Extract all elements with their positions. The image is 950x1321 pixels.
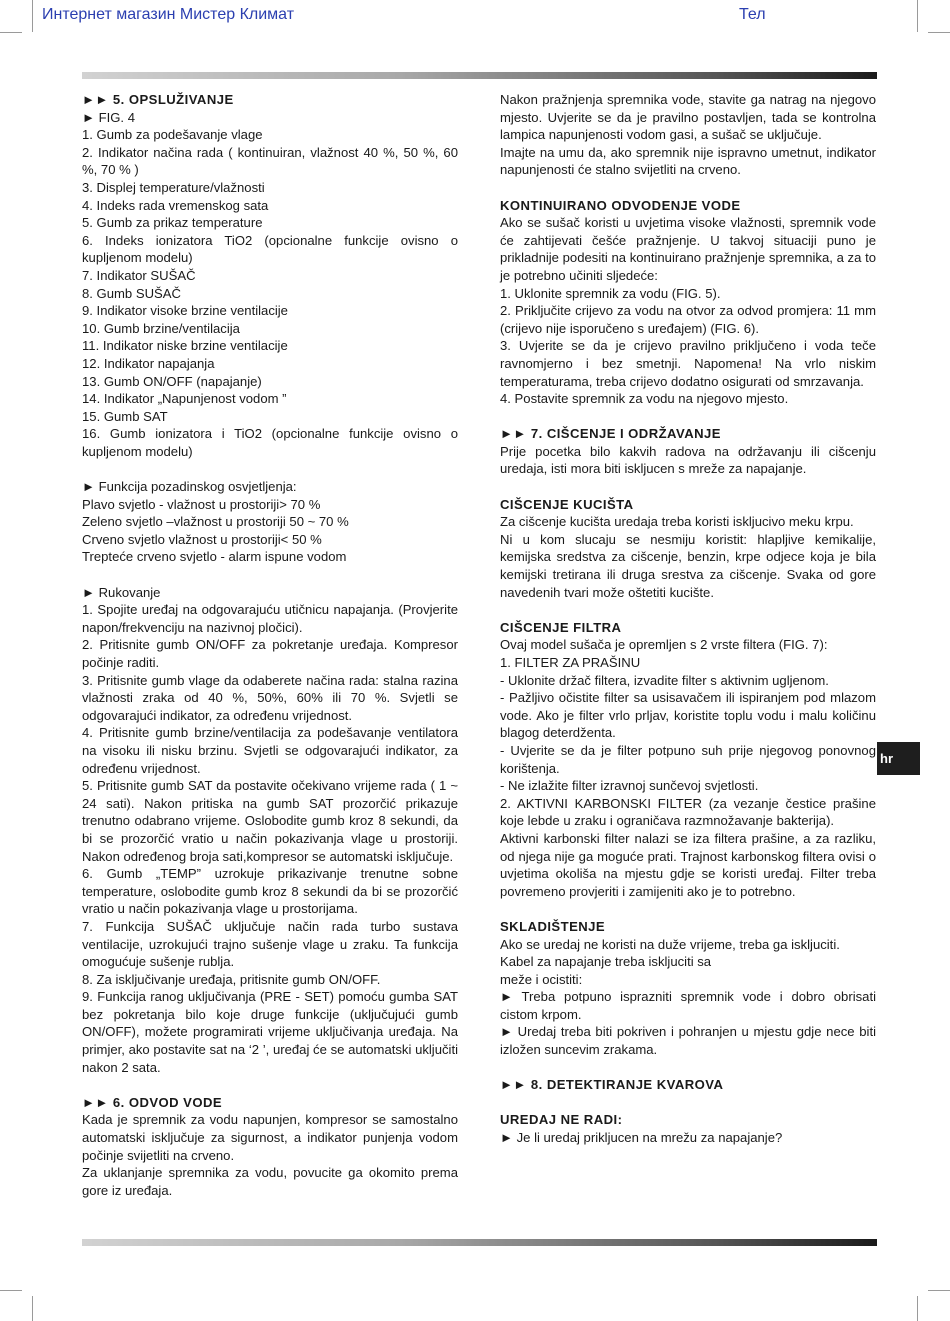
body-paragraph: Za cišcenje kucišta uredaja treba koristi iskljucivo meku krpu. [500,514,854,530]
body-paragraph: 1. Uklonite spremnik za vodu (FIG. 5). [500,285,721,301]
body-paragraph: 9. Funkcija ranog uključivanja (PRE - SET) pomoću gumba SAT bez pokretanja bilo koje druge funkcije (uključujući gumb ON/OFF), možete programirati vrijeme uključivanja uređaja. Na primjer, ako postavite sat na ‘2 ’, uređaj će se automatski uključiti nakon 2 sata. [82,989,458,1075]
body-line: Ako se uredaj ne koristi na duže vrijeme, treba ga iskljuciti. [500,936,840,952]
bottom-gradient-rule [82,1239,877,1246]
section-heading: ►► 5. OPSLUŽIVANJE [82,92,234,107]
paragraph-gap [500,900,876,918]
body-paragraph: 16. Gumb ionizatora i TiO2 (opcionalne funkcije ovisno o kupljenom modelu) [82,426,458,459]
body-line: meže i ocistiti: [500,971,583,987]
body-paragraph: 1. FILTER ZA PRAŠINU [500,655,641,670]
body-paragraph: 11. Indikator niske brzine ventilacije [82,338,288,354]
body-paragraph: Imajte na umu da, ako spremnik nije ispravno umetnut, indikator napunjenosti će stalno svijetliti na crveno. [500,144,876,178]
body-paragraph: 7. Indikator SUŠAČ [82,267,196,283]
body-paragraph: 7. Funkcija SUŠAČ uključuje način rada turbo sustava ventilacije, uzrokujući trajno sušenje vlage u zraku. Ta funkcija omogućuje sušenje rublja. [82,918,458,970]
body-paragraph: 5. Gumb za prikaz temperature [82,215,263,231]
body-paragraph: Trepteće crveno svjetlo - alarm ispune vodom [82,549,347,565]
body-paragraph: Ni u kom slucaju se nesmiju koristit: hlapljive kemikalije, kemijska sredstva za cišcenje, benzin, krpe odjece koja je bila kemijski tretirana ili druga srestva za cišcenje. Svaka od gore navedenih tvari može oštetiti kucište. [500,531,876,600]
body-paragraph: Plavo svjetlo - vlažnost u prostoriji> 70 % [82,496,321,512]
body-paragraph: 2. Indikator načina rada ( kontinuiran, vlažnost 40 %, 50 %, 60 %, 70 % ) [82,144,458,178]
body-paragraph: 10. Gumb brzine/ventilacija [82,320,240,336]
body-paragraph: - Pažljivo očistite filter sa usisavačem ili ispiranjem pod mlazom vode. Ako je filter vrlo prljav, koristite toplu vodu i malu količinu blagog deterdženta. [500,690,876,741]
body-paragraph: 4. Pritisnite gumb brzine/ventilacija za podešavanje ventilatora na visoku ili nisku brzinu. Svjetli se odgovarajući indikator, za određenu vrijednost. [82,725,458,776]
body-paragraph: ► Treba potpuno isprazniti spremnik vode i dobro obrisati cistom krpom. [500,989,876,1022]
body-paragraph: 3. Uvjerite se da je crijevo pravilno priključeno i voda teče ravnomjerno i bez smetnji. Napomena! Na vrlo niskim temperaturama, treba crijevo dodatno osigurati od smrzavanja. [500,338,876,389]
body-paragraph: 15. Gumb SAT [82,408,168,424]
store-header [42,6,862,28]
section-heading: KONTINUIRANO ODVODENJE VODE [500,197,741,213]
body-paragraph: Ovaj model sušača je opremljen s 2 vrste filtera (FIG. 7): [500,637,828,653]
left-column [82,91,458,1199]
body-paragraph: - Ne izlažite filter izravnoj sunčevoj svjetlosti. [500,778,759,794]
body-paragraph: ► Funkcija pozadinskog osvjetljenja: [82,479,297,495]
body-paragraph: 4. Indeks rada vremenskog sata [82,197,269,213]
paragraph-gap [500,1094,876,1112]
crop-mark [928,32,950,33]
paragraph-gap [82,566,458,584]
body-paragraph: 6. Indeks ionizatora TiO2 (opcionalne funkcije ovisno o kupljenom modelu) [82,232,458,266]
section-heading: UREDAJ NE RADI: [500,1112,623,1128]
body-paragraph: Aktivni karbonski filter nalazi se iza filtera prašine, a za razliku, od njega nije ga moguće prati. Trajnost karbonskog filtera ovisi o uvjetima okoliša na mjestu gdje se koristi uređaj. Filter treba povremeno provjeriti i zamijeniti ako je to potrebno. [500,830,876,899]
body-paragraph: Ako se sušač koristi u uvjetima visoke vlažnosti, spremnik vode će zahtijevati češće pražnjenje. U takvoj situaciji puno je prikladnije podesiti na kontinuirano pražnjenje spremnika, a za to je potrebno učiniti sljedeće: [500,215,876,283]
body-paragraph: Za uklanjanje spremnika za vodu, povucite ga okomito prema gore iz uređaja. [82,1165,458,1198]
body-paragraph: 14. Indikator „Napunjenost vodom ” [82,391,287,407]
section-heading: ►► 8. DETEKTIRANJE KVAROVA [500,1077,724,1093]
body-paragraph: ► FIG. 4 [82,109,135,125]
body-paragraph: ► Je li uredaj prikljucen na mrežu za napajanje? [500,1130,783,1146]
language-tab: hr [877,742,920,775]
crop-mark [32,1296,33,1321]
store-name: Интернет магазин Мистер Климат [42,6,295,23]
body-paragraph: Kada je spremnik za vodu napunjen, kompresor se samostalno automatski isključuje za sigurnost, a indikator punjenja vodom počinje svijetliti na crveno. [82,1112,458,1163]
paragraph-gap [500,1059,876,1077]
body-paragraph: 8. Gumb SUŠAČ [82,285,181,301]
body-paragraph: 8. Za isključivanje uređaja, pritisnite gumb ON/OFF. [82,971,381,987]
crop-mark [32,0,33,32]
crop-mark [917,1296,918,1321]
body-paragraph: 2. Priključite crijevo za vodu na otvor za odvod promjera: 11 mm (crijevo nije isporučeno s uređajem) (FIG. 6). [500,303,876,336]
paragraph-gap [500,179,876,197]
body-paragraph: 9. Indikator visoke brzine ventilacije [82,303,288,319]
body-paragraph: 1. Gumb za podešavanje vlage [82,127,263,143]
body-paragraph: 5. Pritisnite gumb SAT da postavite očekivano vrijeme rada ( 1 ~ 24 sati). Nakon pritiska na gumb SAT prozorčić prikazuje trenutno odabrano vrijeme. Oslobodite gumb kroz 8 sekundi, da bi se prozorčić vratio u način pokazivanja vlage u prostoriji. Nakon određenog broja sati,kompresor se automatski isključuje. [82,778,458,864]
paragraph-gap [500,601,876,619]
crop-mark [917,0,918,32]
body-paragraph: 1. Spojite uređaj na odgovarajuću utičnicu napajanja. (Provjerite napon/frekvenciju na nazivnoj pločici). [82,602,458,635]
phone-label: Тел [739,6,766,23]
body-paragraph: 6. Gumb „TEMP” uzrokuje prikazivanje trenutne sobne temperature, oslobodite gumb kroz 8 sekundi da bi se prozorčić vratio u način pokazivanja vlage u prostorijama. [82,866,458,917]
body-paragraph: Zeleno svjetlo –vlažnost u prostoriji 50 ~ 70 % [82,514,349,530]
crop-mark [0,32,22,33]
body-paragraph: 13. Gumb ON/OFF (napajanje) [82,373,262,389]
body-paragraph: 3. Displej temperature/vlažnosti [82,179,265,195]
body-paragraph: 2. AKTIVNI KARBONSKI FILTER (za vezanje čestice prašine koje lebde u zraku i ograničava razmnožavanje bakterija). [500,795,876,829]
body-paragraph: Prije pocetka bilo kakvih radova na održavanju ili cišcenju uredaja, isti mora biti iskljucen s mreže za napajanje. [500,443,876,477]
crop-mark [0,1290,22,1291]
paragraph-gap [82,460,458,478]
body-paragraph: 3. Pritisnite gumb vlage da odaberete načina rada: stalna razina vlažnosti zraka od 40 %, 50%, 60% ili 70 %. Svjetli se odgovarajući indikator, za određenu vrijednost. [82,672,458,723]
body-paragraph: Nakon pražnjenja spremnika vode, stavite ga natrag na njegovo mjesto. Uvjerite se da je pravilno postavljen, tada se kontrolna lampica napunjenosti vodom gasi, a sušač se uključuje. [500,92,876,143]
body-paragraph: - Uklonite držač filtera, izvadite filter s aktivnim ugljenom. [500,672,829,688]
body-paragraph: 2. Pritisnite gumb ON/OFF za pokretanje uređaja. Kompresor počinje raditi. [82,637,458,670]
section-heading: CIŠCENJE FILTRA [500,619,622,635]
section-heading: ►► 6. ODVOD VODE [82,1094,223,1110]
body-paragraph: 4. Postavite spremnik za vodu na njegovo mjesto. [500,391,789,407]
section-heading: SKLADIŠTENJE [500,918,606,934]
crop-mark [928,1290,950,1291]
body-paragraph: ► Rukovanje [82,584,161,600]
paragraph-gap [82,1076,458,1094]
body-paragraph: - Uvjerite se da je filter potpuno suh prije njegovog ponovnog korištenja. [500,742,876,776]
body-paragraph: 12. Indikator napajanja [82,355,215,371]
paragraph-gap [500,478,876,496]
body-line: Kabel za napajanje treba iskljuciti sa [500,954,712,970]
top-gradient-rule [82,72,877,79]
paragraph-gap [500,408,876,426]
section-heading: ►► 7. CIŠCENJE I ODRŽAVANJE [500,426,721,442]
right-column [500,91,876,1147]
section-heading: CIŠCENJE KUCIŠTA [500,496,634,512]
body-paragraph: ► Uredaj treba biti pokriven i pohranjen u mjestu gdje nece biti izložen suncevim zrakama. [500,1024,876,1058]
body-paragraph: Crveno svjetlo vlažnost u prostoriji< 50 % [82,531,322,547]
